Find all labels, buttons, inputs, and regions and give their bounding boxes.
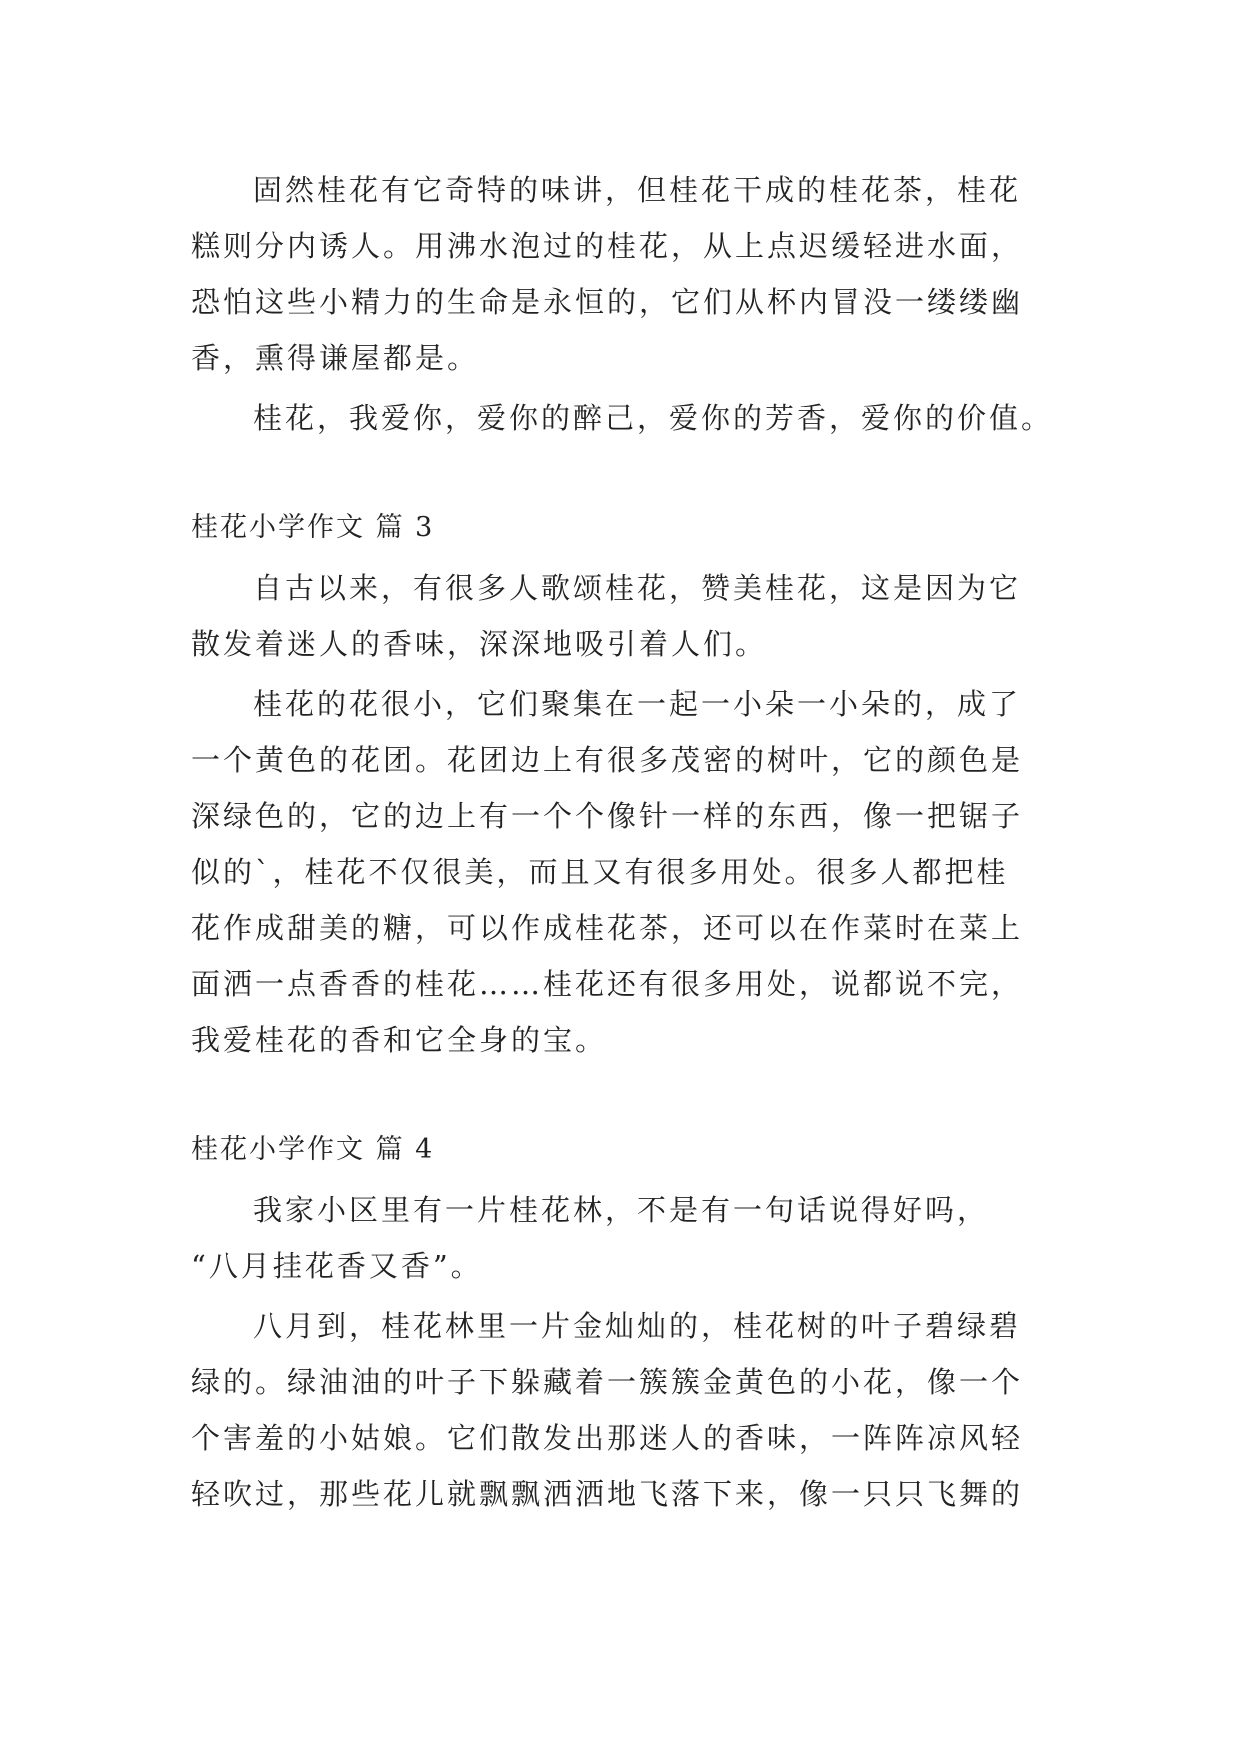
- text-line: 自古以来，有很多人歌颂桂花，赞美桂花，这是因为它: [253, 571, 1022, 605]
- section-heading: 桂花小学作文 篇 3: [191, 512, 435, 543]
- document-body: [191, 162, 1061, 1522]
- text-line: 桂花的花很小，它们聚集在一起一小朵一小朵的，成了: [253, 687, 1022, 721]
- text-line: 散发着迷人的香味，深深地吸引着人们。: [191, 627, 768, 661]
- text-line: 固然桂花有它奇特的味讲，但桂花干成的桂花茶，桂花: [253, 173, 1022, 207]
- text-line: 深绿色的，它的边上有一个个像针一样的东西，像一把锯子: [191, 799, 1024, 833]
- text-line: 八月到，桂花林里一片金灿灿的，桂花树的叶子碧绿碧: [253, 1309, 1022, 1343]
- paragraph: [191, 1298, 1061, 1522]
- paragraph: [191, 560, 1061, 672]
- paragraph: [191, 162, 1061, 386]
- paragraph: [191, 676, 1061, 1068]
- text-line: 绿的。绿油油的叶子下躲藏着一簇簇金黄色的小花，像一个: [191, 1365, 1024, 1399]
- text-line: “八月挂花香又香”。: [191, 1249, 483, 1283]
- text-line: 香，熏得谦屋都是。: [191, 341, 480, 375]
- text-line: 糕则分内诱人。用沸水泡过的桂花，从上点迟缓轻进水面，: [191, 229, 1024, 263]
- section-gap: [191, 446, 1061, 500]
- text-line: 轻吹过，那些花儿就飘飘洒洒地飞落下来，像一只只飞舞的: [191, 1477, 1024, 1511]
- paragraph: [191, 390, 1061, 446]
- section-gap: [191, 1068, 1061, 1122]
- text-line: 恐怕这些小精力的生命是永恒的，它们从杯内冒没一缕缕幽: [191, 285, 1024, 319]
- section-heading: 桂花小学作文 篇 4: [191, 1134, 435, 1165]
- text-line: 个害羞的小姑娘。它们散发出那迷人的香味，一阵阵凉风轻: [191, 1421, 1024, 1455]
- text-line: 似的`，桂花不仅很美，而且又有很多用处。很多人都把桂: [191, 855, 1009, 889]
- text-line: 我爱桂花的香和它全身的宝。: [191, 1023, 608, 1057]
- text-line: 一个黄色的花团。花团边上有很多茂密的树叶，它的颜色是: [191, 743, 1024, 777]
- text-line: 面洒一点香香的桂花……桂花还有很多用处，说都说不完，: [191, 967, 1024, 1001]
- paragraph: [191, 1182, 1061, 1294]
- text-line: 我家小区里有一片桂花林，不是有一句话说得好吗，: [253, 1193, 990, 1227]
- text-line: 花作成甜美的糖，可以作成桂花茶，还可以在作菜时在菜上: [191, 911, 1024, 945]
- text-line: 桂花，我爱你，爱你的醉己，爱你的芳香，爱你的价值。: [253, 401, 1054, 435]
